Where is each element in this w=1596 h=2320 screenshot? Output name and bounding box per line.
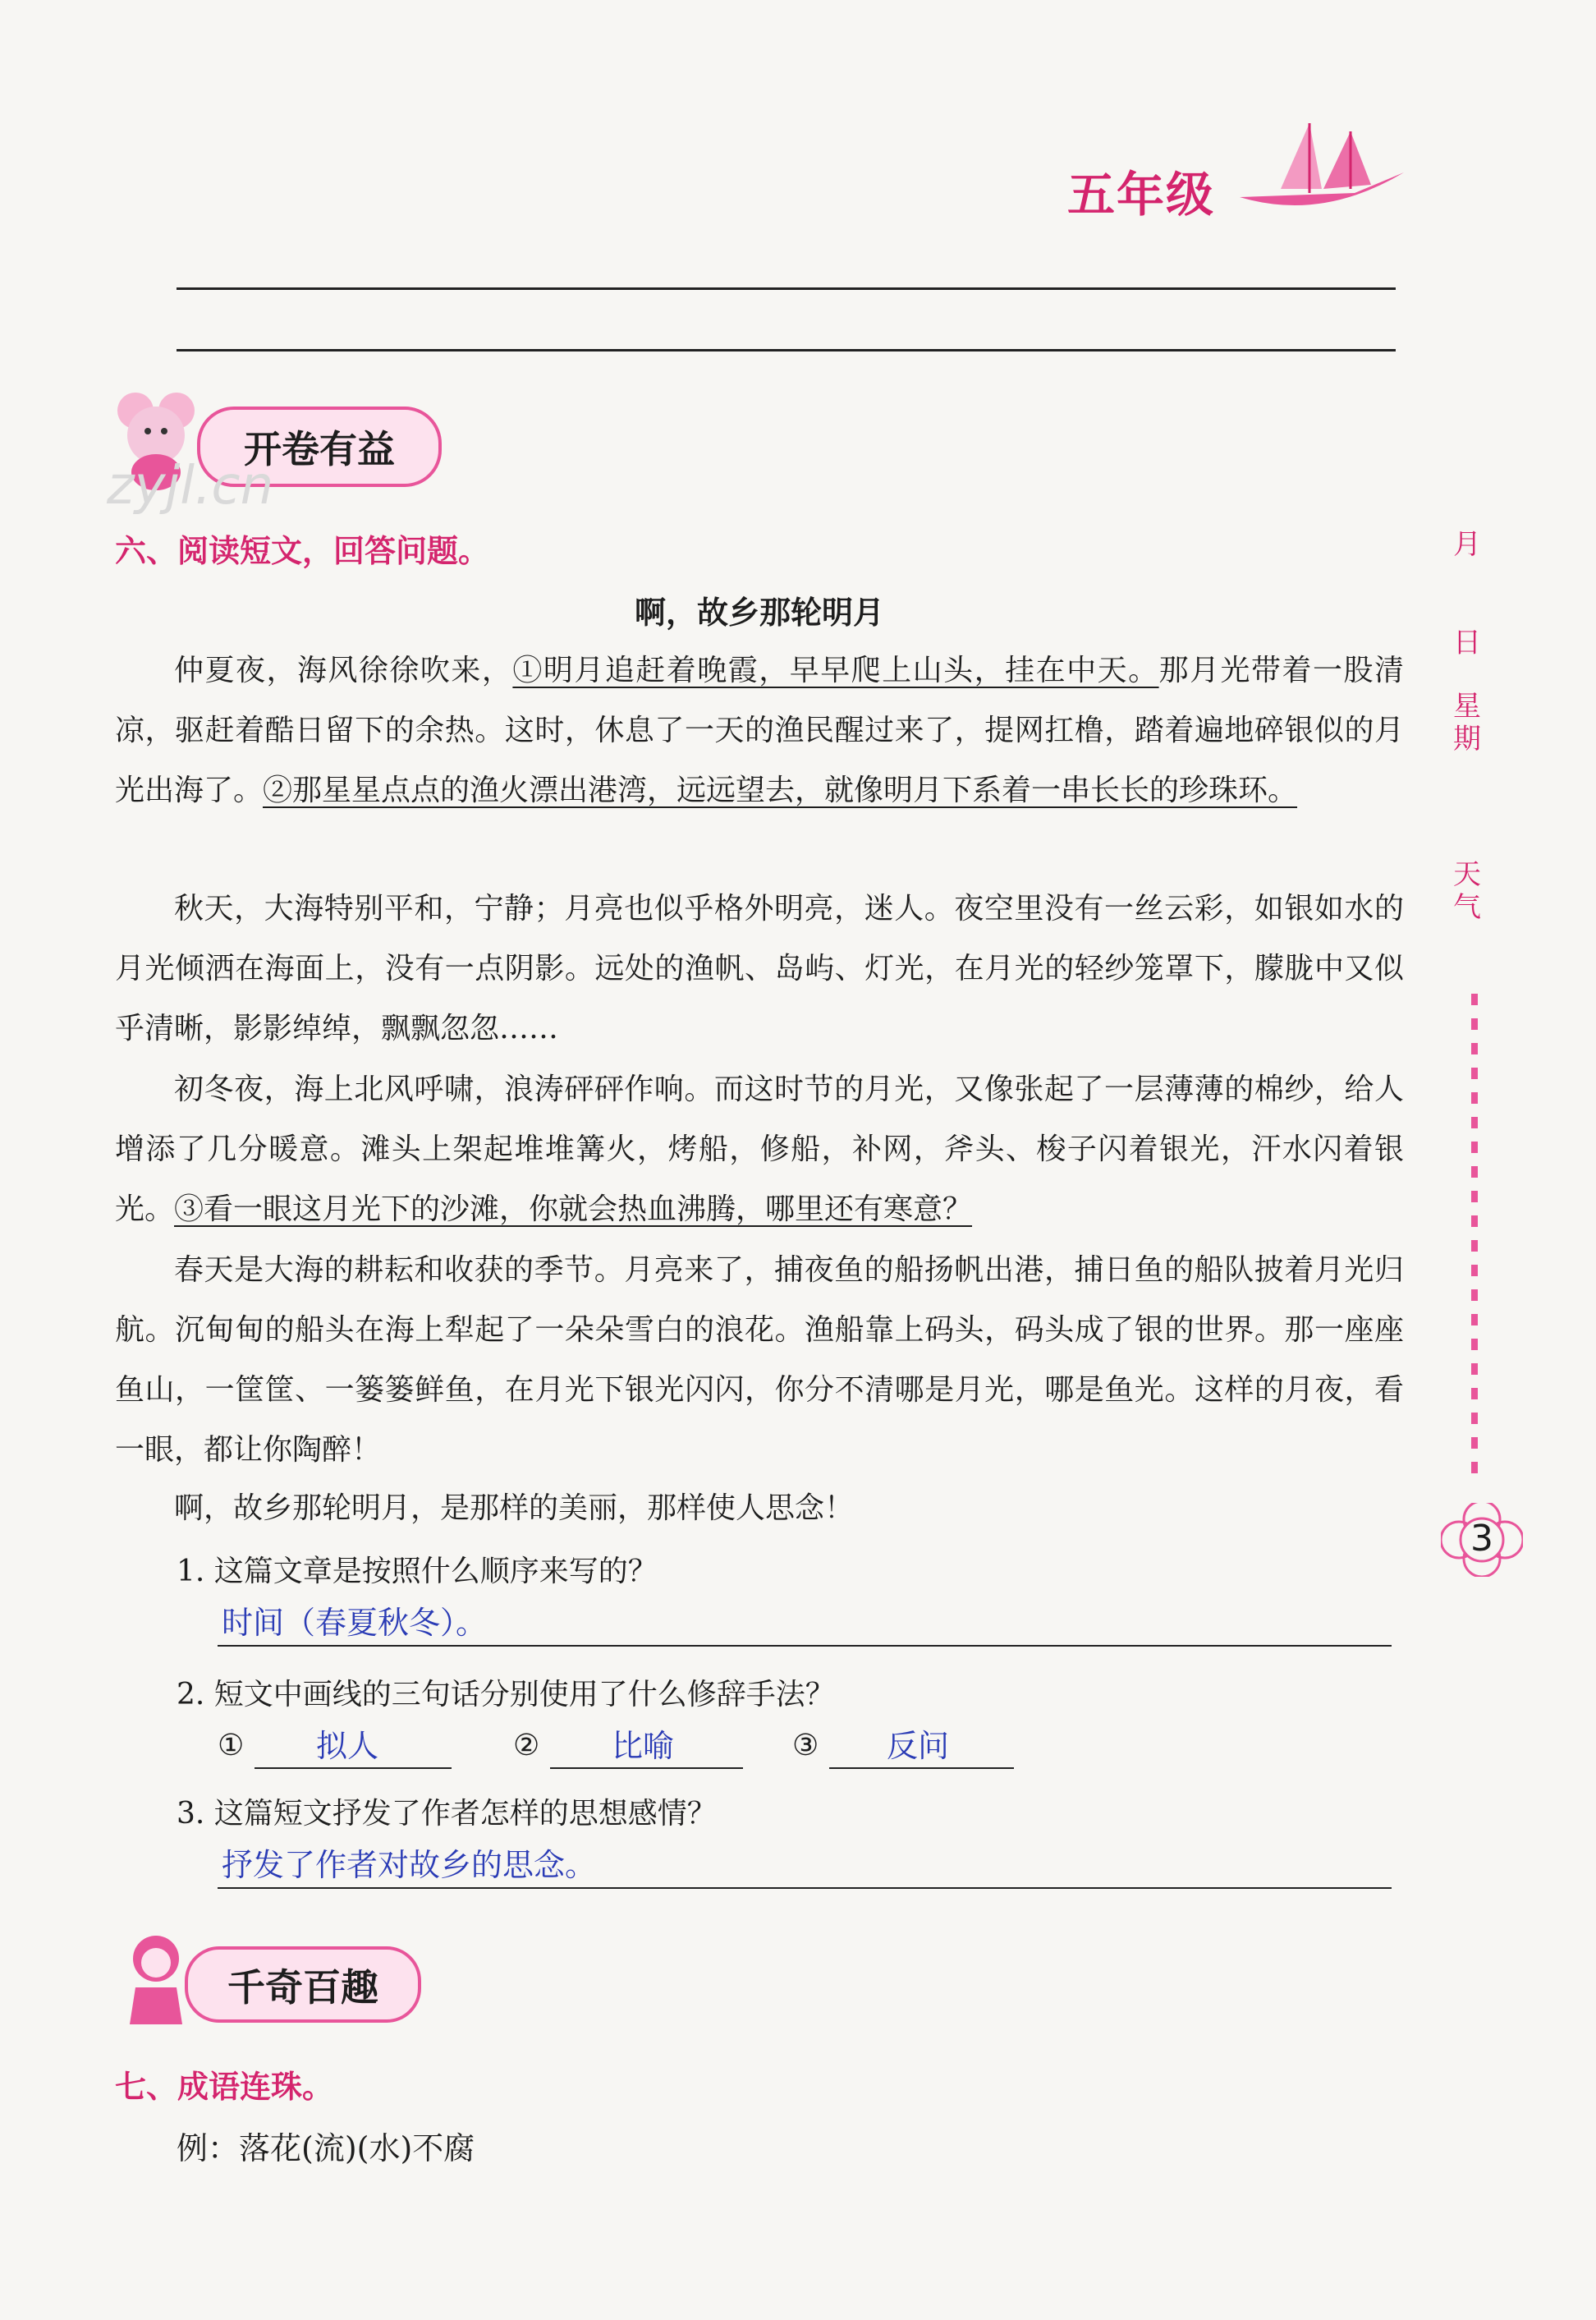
idiom-banner-label: 千奇百趣 [227, 1964, 378, 2010]
answer-line [829, 1767, 1014, 1769]
answer-1: 时间（春夏秋冬）。 [222, 1605, 488, 1641]
question-1: 1. 这篇文章是按照什么顺序来写的？ [177, 1555, 658, 1588]
blank-marker-2: ② [513, 1729, 540, 1762]
sidebar-month: 月 [1453, 528, 1481, 561]
sidebar-day: 日 [1453, 627, 1481, 659]
story-title: 啊，故乡那轮明月 [634, 595, 884, 631]
story-paragraph: 仲夏夜，海风徐徐吹来，①明月追赶着晚霞，早早爬上山头，挂在中天。那月光带着一股清凉，驱赶着酷日留下的余热。这时，休息了一天的渔民醒过来了，提网扛橹，踏着遍地碎银似的月光出海了。②那星星点点的渔火漂出港湾，远远望去，就像明月下系着一串长长的珍珠环。 [115, 654, 1404, 807]
underlined-sentence-1: ①明月追赶着晚霞，早早爬上山头，挂在中天。 [512, 654, 1159, 687]
grade-label: 五年级 [1067, 167, 1216, 223]
answer-2-3: 反问 [887, 1728, 950, 1764]
page-number-badge [1441, 1503, 1523, 1577]
blank-marker-1: ① [218, 1729, 245, 1762]
sidebar-weather: 天气 [1453, 858, 1481, 924]
answer-line [550, 1767, 743, 1769]
question-2: 2. 短文中画线的三句话分别使用了什么修辞手法？ [177, 1678, 835, 1711]
watermark: zyjl.cn [107, 456, 274, 517]
story-paragraph: 啊，故乡那轮明月，是那样的美丽，那样使人思念！ [174, 1491, 855, 1525]
underlined-sentence-3: ③看一眼这月光下的沙滩，你就会热血沸腾，哪里还有寒意？ [174, 1192, 973, 1226]
reading-question-title: 六、阅读短文，回答问题。 [115, 533, 490, 569]
story-paragraph: 春天是大海的耕耘和收获的季节。月亮来了，捕夜鱼的船扬帆出港，捕日鱼的船队披着月光归航。沉甸甸的船头在海上犁起了一朵朵雪白的浪花。渔船靠上码头，码头成了银的世界。那一座座鱼山，一筐筐、一篓篓鲜鱼，在月光下银光闪闪，你分不清哪是月光，哪是鱼光。这样的月夜，看一眼，都让你陶醉！ [115, 1253, 1404, 1467]
answer-line [177, 349, 1396, 351]
answer-line [177, 287, 1396, 290]
answer-line [218, 1887, 1392, 1889]
idiom-example: 例：落花(流)(水)不腐 [177, 2130, 475, 2166]
story-paragraph: 初冬夜，海上北风呼啸，浪涛砰砰作响。而这时节的月光，又像张起了一层薄薄的棉纱，给人增添了几分暖意。滩头上架起堆堆篝火，烤船，修船，补网，斧头、梭子闪着银光，汗水闪着银光。③看一眼这月光下的沙滩，你就会热血沸腾，哪里还有寒意？ [115, 1073, 1404, 1226]
idiom-section-banner [185, 1946, 421, 2023]
idiom-question-title: 七、成语连珠。 [115, 2069, 334, 2105]
story-paragraph: 秋天，大海特别平和，宁静；月亮也似乎格外明亮，迷人。夜空里没有一丝云彩，如银如水的月光倾洒在海面上，没有一点阴影。远处的渔帆、岛屿、灯光，在月光的轻纱笼罩下，朦胧中又似乎清晰，影影绰绰，飘飘忽忽…… [115, 892, 1404, 1045]
answer-line [218, 1645, 1392, 1647]
sidebar-weekday: 星期 [1453, 690, 1481, 756]
blank-marker-3: ③ [792, 1729, 819, 1762]
answer-2-1: 拟人 [316, 1728, 379, 1764]
answer-2-2: 比喻 [612, 1728, 675, 1764]
answer-line [255, 1767, 452, 1769]
decorative-vine [1471, 994, 1478, 1486]
reading-banner-label: 开卷有益 [244, 427, 395, 471]
sailboat-icon [1231, 115, 1412, 222]
answer-3: 抒发了作者对故乡的思念。 [222, 1847, 597, 1883]
page-number: 3 [1470, 1518, 1493, 1560]
girl-mascot-icon [123, 1930, 189, 2028]
grade-header [1067, 148, 1412, 222]
question-3: 3. 这篇短文抒发了作者怎样的思想感情？ [177, 1797, 717, 1831]
underlined-sentence-2: ②那星星点点的渔火漂出港湾，远远望去，就像明月下系着一串长长的珍珠环。 [263, 774, 1298, 807]
